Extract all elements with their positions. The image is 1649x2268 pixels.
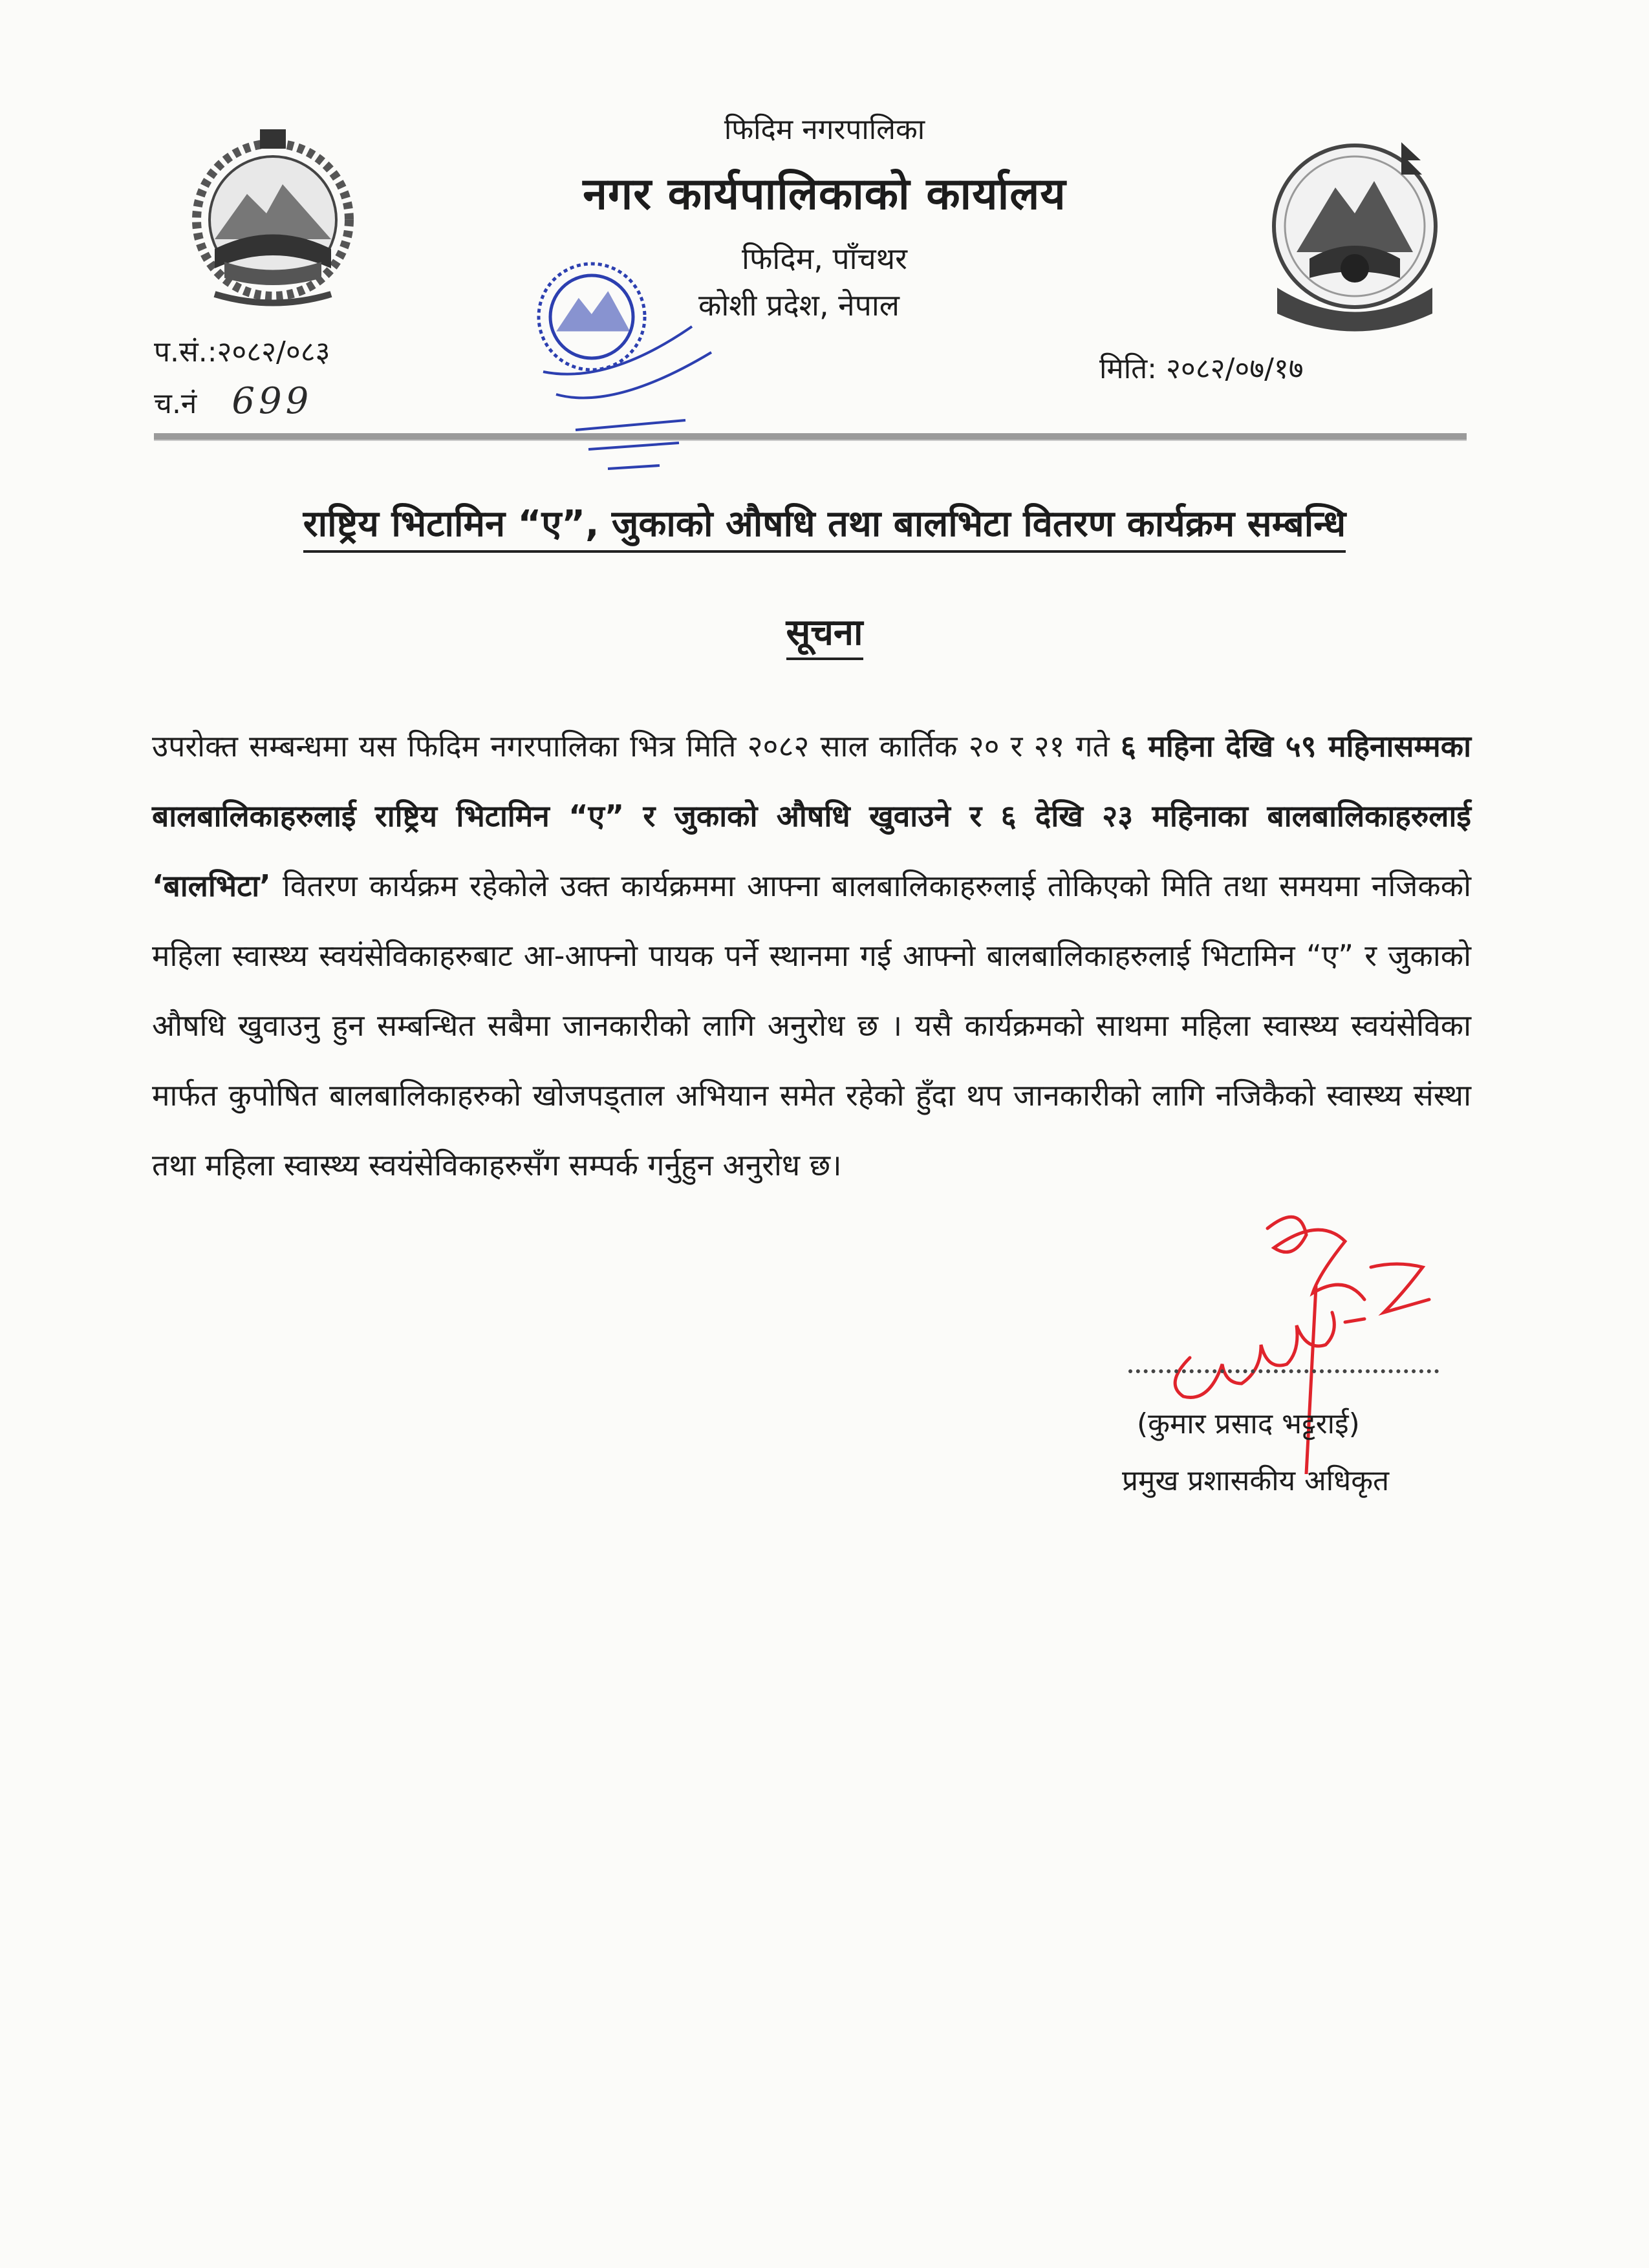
dispatch-number [154, 380, 312, 422]
reference-number: प.सं.:२०८२/०८३ [154, 336, 330, 369]
dispatch-number-label: च.नं [154, 387, 197, 420]
signatory-name: (कुमार प्रसाद भट्टराई) [1137, 1407, 1360, 1440]
notice-heading [0, 606, 1649, 656]
municipality-name: फिदिम नगरपालिका [724, 113, 925, 146]
signatory-designation: प्रमुख प्रशासकीय अधिकृत [1122, 1464, 1390, 1497]
signature-line [1128, 1369, 1439, 1373]
dispatch-number-value: 699 [232, 380, 313, 422]
document-date: मिति: २०८२/०७/१७ [1099, 352, 1304, 385]
office-location: फिदिम, पाँचथर [742, 241, 907, 276]
notice-body [152, 711, 1471, 1200]
notice-title [0, 498, 1649, 547]
office-province: कोशी प्रदेश, नेपाल [698, 288, 900, 323]
body-bold-section: ६ महिना देखि ५९ महिनासम्मका बालबालिकाहरुलाई राष्ट्रिय भिटामिन “ए” र जुकाको औषधि खुवाउने र ६ देखि २३ महिनाका बालबालिकाहरुलाई ‘बालभिटा’ [152, 729, 1471, 903]
office-title: नगर कार्यपालिकाको कार्यालय [583, 169, 1066, 220]
body-rest: वितरण कार्यक्रम रहेकोले उक्त कार्यक्रममा आफ्ना बालबालिकाहरुलाई तोकिएको मिति तथा समयमा नजिकको महिला स्वास्थ्य स्वयंसेविकाहरुबाट आ-आफ्नो पायक पर्ने स्थानमा गई आफ्नो बालबालिकाहरुलाई भिटामिन “ए” र जुकाको औषधि खुवाउनु हुन सम्बन्धित सबैमा जानकारीको लागि अनुरोध छ । यसै कार्यक्रमको साथमा महिला स्वास्थ्य स्वयंसेविका मार्फत कुपोषित बालबालिकाहरुको खोजपड्ताल अभियान समेत रहेको हुँदा थप जानकारीको लागि नजिकैको स्वास्थ्य संस्था तथा महिला स्वास्थ्य स्वयंसेविकाहरुसँग सम्पर्क गर्नुहुन अनुरोध छ। [152, 868, 1471, 1182]
body-intro: उपरोक्त सम्बन्धमा यस फिदिम नगरपालिका भित्र मिति २०८२ साल कार्तिक २० र २१ गते [152, 729, 1121, 764]
notice-heading-text: सूचना [786, 612, 863, 660]
header-divider [154, 433, 1467, 441]
notice-title-text: राष्ट्रिय भिटामिन “ए”, जुकाको औषधि तथा बालभिटा वितरण कार्यक्रम सम्बन्धि [303, 503, 1346, 553]
